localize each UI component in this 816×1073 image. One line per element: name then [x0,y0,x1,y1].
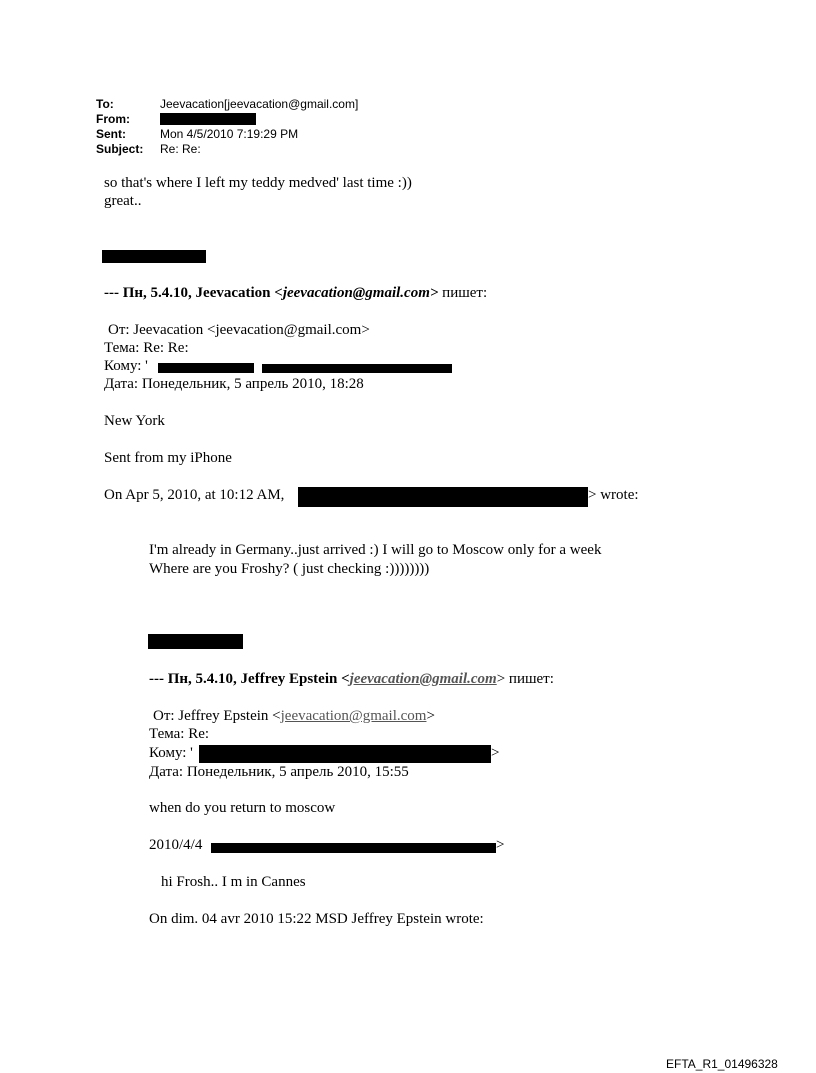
quote-intro-email: <jeevacation@gmail.com> [274,285,439,301]
quote-from-prefix: От: Jeffrey Epstein < [153,708,281,724]
quote-wrote-prefix: On Apr 5, 2010, at 10:12 AM, [104,487,285,503]
quote-body-line: when do you return to moscow [149,800,336,816]
message-line: great.. [104,193,142,209]
redaction-block [298,487,588,507]
subject-value: Re: Re: [160,142,201,156]
quote-wrote-suffix: > wrote: [588,487,639,503]
redaction-block [211,843,496,853]
quote-body-line: Sent from my iPhone [104,450,232,466]
from-label: From: [96,112,130,126]
quote-from-line [153,708,435,725]
quote-to-prefix: Кому: ' [149,745,193,761]
to-label: To: [96,97,114,111]
quote-to-prefix: Кому: ' [104,358,148,374]
subject-label: Subject: [96,142,144,156]
document-id: EFTA_R1_01496328 [666,1057,778,1071]
quote-to-suffix: > [491,745,500,761]
redaction-block [160,113,256,125]
quote-intro-lt: < [341,671,350,687]
quote-date-line: Дата: Понедельник, 5 апрель 2010, 18:28 [104,376,364,392]
redaction-block [148,634,243,649]
quote-intro-suffix: > пишет: [496,671,554,687]
quote-date-prefix: 2010/4/4 [149,837,203,853]
quote-body-line: New York [104,413,165,429]
quote-intro-email-link[interactable]: jeevacation@gmail.com [349,671,497,687]
quote-intro [104,285,487,302]
quote-from-line: От: Jeevacation <jeevacation@gmail.com> [108,322,370,338]
redaction-block [262,364,452,373]
redaction-block [158,363,254,373]
quote-from-email-link[interactable]: jeevacation@gmail.com [280,708,427,724]
to-value: Jeevacation[jeevacation@gmail.com] [160,97,359,111]
quote-body-line: Where are you Froshy? ( just checking :)))))))) [149,561,430,577]
quote-intro-suffix: пишет: [438,285,488,301]
quote-to-line [104,358,148,375]
redaction-block [102,250,206,263]
quote-wrote-line: On dim. 04 avr 2010 15:22 MSD Jeffrey Epstein wrote: [149,911,484,927]
quote-from-suffix: > [426,708,435,724]
quote-date-line: Дата: Понедельник, 5 апрель 2010, 15:55 [149,764,409,780]
message-line: so that's where I left my teddy medved' last time :)) [104,175,412,191]
quote-intro-prefix: --- Пн, 5.4.10, Jeffrey Epstein [149,671,342,687]
redaction-block [199,745,491,763]
quote-body-line: I'm already in Germany..just arrived :) I will go to Moscow only for a week [149,542,602,558]
sent-label: Sent: [96,127,126,141]
quote-date-suffix: > [496,837,505,853]
quote-intro [149,671,554,688]
sent-value: Mon 4/5/2010 7:19:29 PM [160,127,299,141]
quote-subject-line: Тема: Re: Re: [104,340,189,356]
quote-subject-line: Тема: Re: [149,726,210,742]
quote-reply-line: hi Frosh.. I m in Cannes [161,874,306,890]
quote-intro-prefix: --- Пн, 5.4.10, Jeevacation [104,285,275,301]
